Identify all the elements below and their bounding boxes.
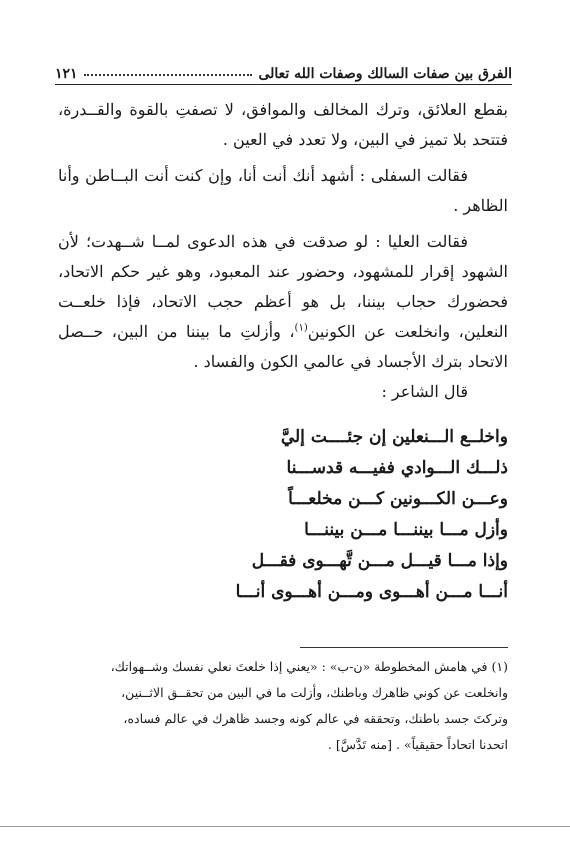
footnote xyxy=(58,654,508,758)
paragraph-1: بقطع العلائق، وترك المخالف والموافق، لا تصفتِ بالقوة والقــدرة، فتتحد بلا تميز في البين، ولا تعدد في العين . xyxy=(58,100,508,149)
poem xyxy=(72,422,508,608)
footnote-divider xyxy=(300,647,508,648)
main-text xyxy=(58,95,508,407)
verse-line: ذلـــك الـــوادي ففيـــه قدســـنا xyxy=(286,458,508,478)
paragraph-3-start: فقالت العليا : لو صدقت في هذه الدعوى لمــا شــهدت؛ لأن الشهود إقرار للمشهود، وحضور عند المعبود، وهو غير حكم الاتحاد، فحضورك حجاب بيننا، بل هو أعظم حجب الاتحاد، فإذا خلعــت النعلين، وانخلعت عن الكونين xyxy=(58,232,509,341)
header-title: الفرق بين صفات السالك وصفات الله تعالى xyxy=(258,66,512,82)
verse-line: وإذا مـــا قيـــل مـــن تَّهـــوى فقـــل xyxy=(251,551,508,571)
page-edge-rule xyxy=(0,826,570,827)
running-header xyxy=(55,58,512,82)
footnote-reference[interactable]: (١) xyxy=(294,322,308,334)
header-leader-dots xyxy=(84,74,253,76)
paragraph-3 xyxy=(58,227,508,377)
header-divider xyxy=(55,84,512,85)
footnote-line: وانخلعت عن كوني ظاهرك وباطنك، وأزلت ما في البين من تحقــق الاثــنين، xyxy=(121,685,508,700)
verse-line: أنـــا مـــن أهـــوى ومـــن أهـــوى أنـــا xyxy=(235,582,508,602)
paragraph-3-end: ، وأزلتِ ما بيننا من البين، حــصل الاتحاد بترك الأجساد في عالمي الكون والفساد . xyxy=(58,322,508,371)
page-number: ١٢١ xyxy=(55,66,78,82)
footnote-line: اتحدنا اتحاداً حقيقياً» . [منه تَدَّسَّ] . xyxy=(327,737,508,752)
paragraph-2: فقالت السفلى : أشهد أنك أنت أنا، وإن كنت أنت البــاطن وأنا الظاهر . xyxy=(58,166,508,215)
footnote-line: (١) في هامش المخطوطة «ن-ب» : «يعني إذا خلعتَ نعلي نفسك وشــهواتك، xyxy=(110,659,508,674)
verse-line: وأزل مـــا بيننـــا مـــن بيننـــا xyxy=(304,520,508,540)
verse-line: واخلــع الـــنعلين إن جئــــت إليَّ xyxy=(280,427,508,447)
poet-intro: قال الشاعر : xyxy=(381,382,468,401)
verse-line: وعـــن الكـــونين كـــن مخلعـــاً xyxy=(288,489,508,509)
footnote-line: وتركتَ جسد باطنك، وتحققه في عالم كونه وجسد ظاهرك في عالم فساده، xyxy=(123,711,508,726)
